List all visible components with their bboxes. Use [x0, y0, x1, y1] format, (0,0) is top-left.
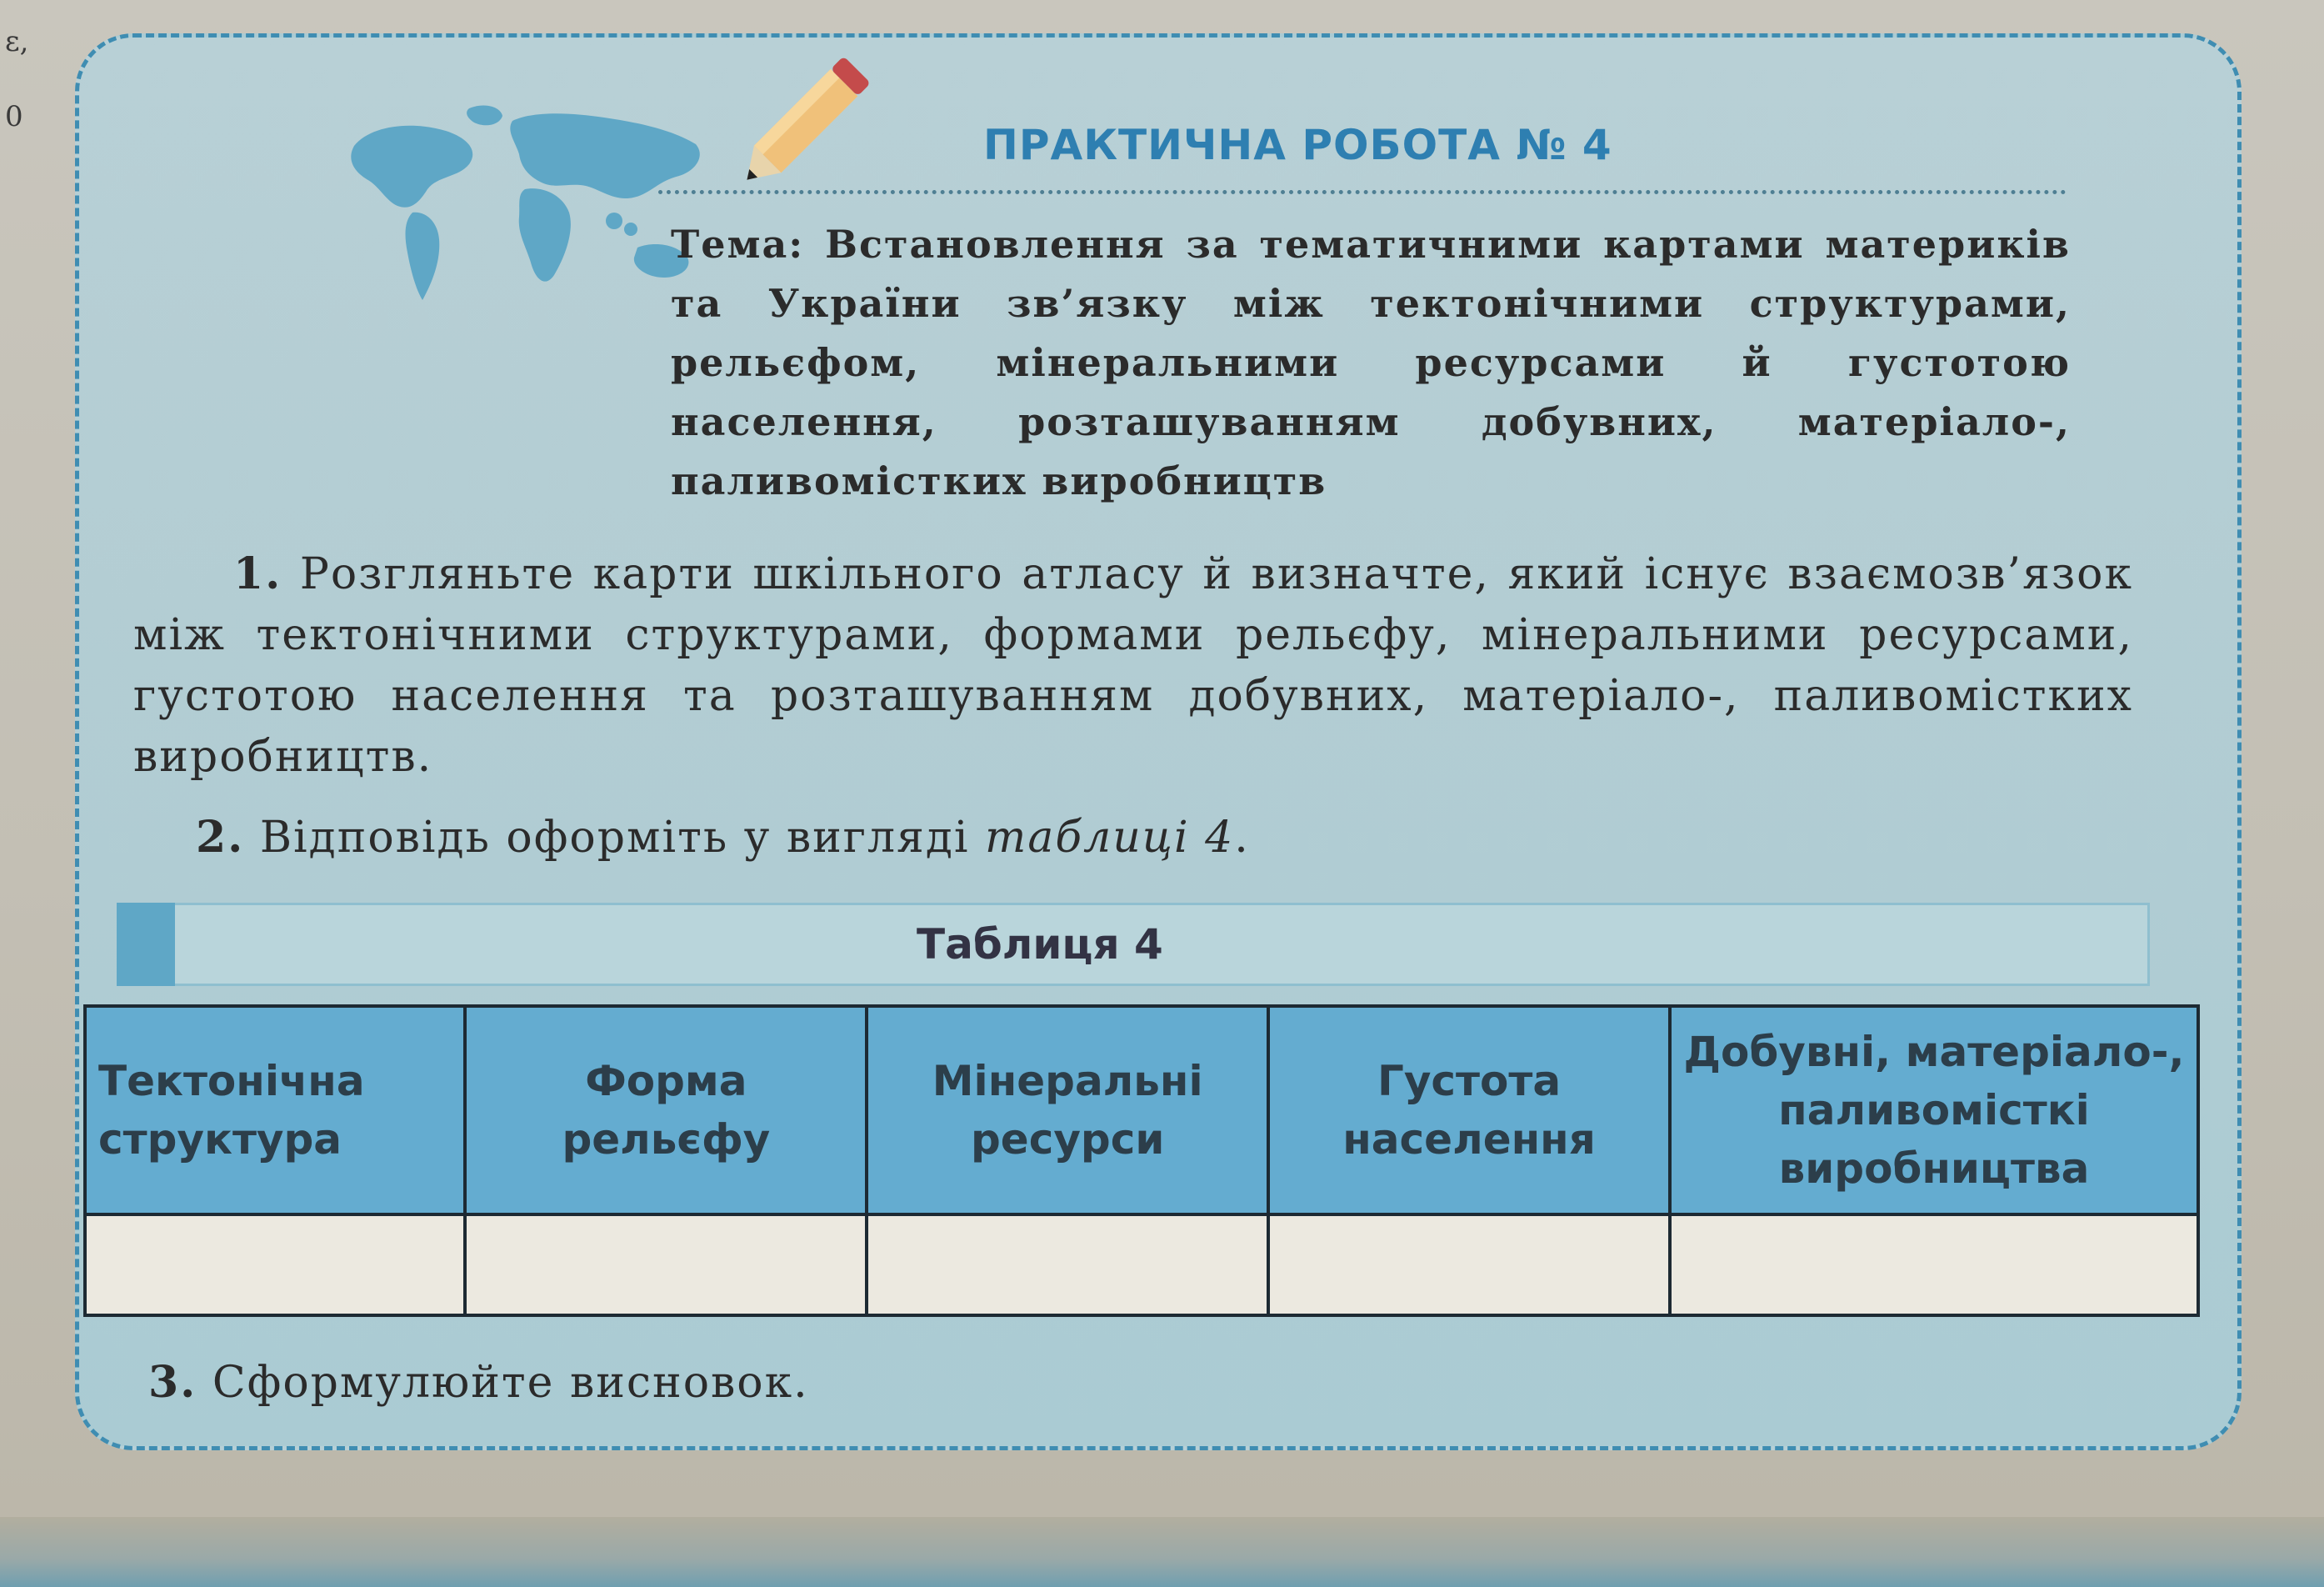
pencil-icon: [721, 46, 887, 204]
task-3-text: Сформулюйте висновок.: [212, 1358, 809, 1408]
page-edge: [0, 1517, 2324, 1587]
table-caption-accent: [117, 903, 175, 986]
table-cell[interactable]: [1670, 1214, 2198, 1315]
table-row: [85, 1214, 2198, 1315]
dotted-divider: [658, 190, 2067, 194]
table-caption: Таблиця 4: [917, 920, 1163, 969]
task-2-end: .: [1234, 813, 1250, 863]
table-cell[interactable]: [867, 1214, 1268, 1315]
task-2-number: 2.: [196, 812, 245, 863]
page-title: ПРАКТИЧНА РОБОТА № 4: [983, 121, 1612, 169]
task-3-number: 3.: [148, 1357, 197, 1408]
task-2-text: Відповідь оформіть у вигляді: [259, 813, 986, 863]
task-2-italic: таблиці 4: [985, 813, 1235, 863]
world-map-icon: [321, 96, 721, 321]
task-1-text: Розгляньте карти шкільного атласу й визначте, який існує взаємозв’язок між тектонічними структурами, формами рельєфу, мінеральними ресурсами, густотою населення та розташуванням добувних, матеріало-, паливомістких виробництв.: [133, 549, 2133, 782]
table-cell[interactable]: [85, 1214, 465, 1315]
answer-table: [83, 1004, 2200, 1317]
task-3: [148, 1352, 2148, 1414]
column-header: Мінеральні ресурси: [867, 1006, 1268, 1214]
table-cell[interactable]: [1268, 1214, 1670, 1315]
task-1-number: 1.: [233, 548, 282, 599]
column-header: Добувні, матеріало-, паливомісткі виробництва: [1670, 1006, 2198, 1214]
margin-mark-2: 0: [5, 100, 23, 133]
table-cell[interactable]: [465, 1214, 867, 1315]
table-header-row: [85, 1006, 2198, 1214]
task-2: [196, 807, 2196, 869]
task-1: [133, 543, 2133, 788]
margin-mark-1: ε,: [5, 25, 29, 58]
column-header: Форма рельєфу: [465, 1006, 867, 1214]
column-header: Тектонічна структура: [85, 1006, 465, 1214]
column-header: Густота населення: [1268, 1006, 1670, 1214]
topic-text: Тема: Встановлення за тематичними картами материків та України зв’язку між тектонічними структурами, рельєфом, мінеральними ресурсами й густотою населення, розташуванням добувних, матеріало-, паливомістких виробництв: [671, 222, 2071, 503]
